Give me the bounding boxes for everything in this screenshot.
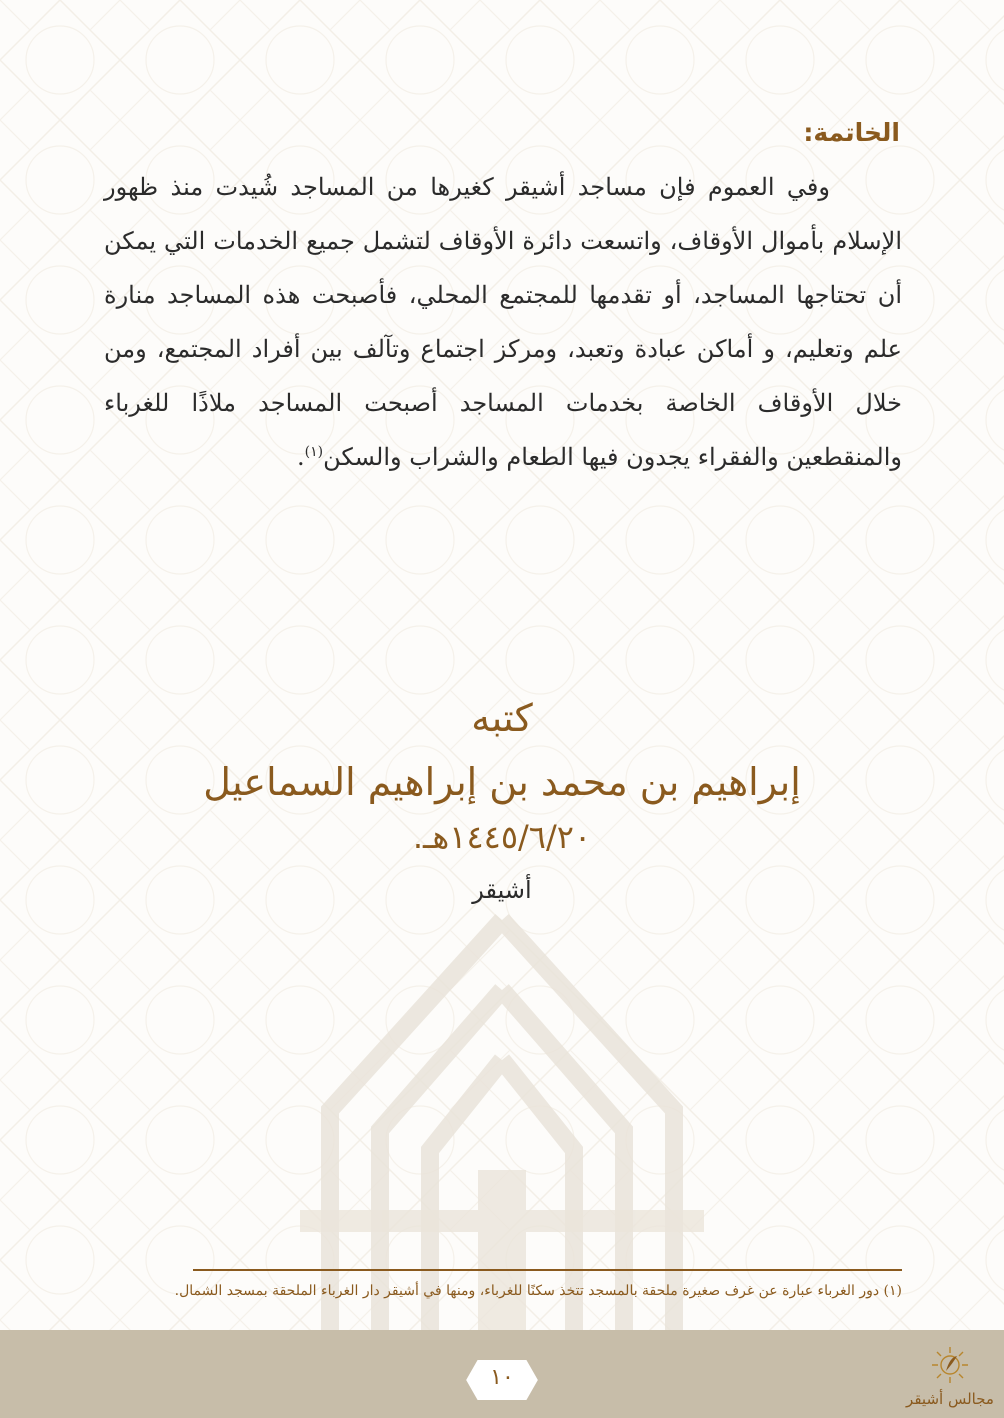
signature-place: أشيقر (472, 876, 532, 904)
signature-wrote-by: كتبه (471, 696, 533, 740)
footnote-divider (193, 1269, 902, 1271)
footnote: (١) دور الغرباء عبارة عن غرف صغيرة ملحقة بالمسجد تتخذ سكنًا للغرباء، ومنها في أشيقر دار الغرباء الملحقة بمسجد الشمال. (174, 1283, 902, 1299)
paragraph-text: وفي العموم فإن مساجد أشيقر كغيرها من المساجد شُيدت منذ ظهور الإسلام بأموال الأوقاف، واتسعت دائرة الأوقاف لتشمل جميع الخدمات التي يمكن أن تحتاجها المساجد، أو تقدمها للمجتمع المحلي، فأصبحت هذه المساجد منارة علم وتعليم، و أماكن عبادة وتعبد، ومركز اجتماع وتآلف بين أفراد المجتمع، ومن خلال الأوقاف الخاصة بخدمات المساجد أصبحت المساجد ملاذًا للغرباء والمنقطعين والفقراء يجدون فيها الطعام والشراب والسكن (104, 173, 902, 471)
author-name: إبراهيم بن محمد بن إبراهيم السماعيل (203, 760, 801, 804)
footnote-reference[interactable]: (١) (304, 444, 324, 460)
page-number: ١٠ (490, 1365, 514, 1390)
section-heading: الخاتمة: (803, 118, 900, 147)
logo-caption: مجالس أشيقر (906, 1390, 994, 1408)
signature-date: ١٤٤٥/٦/٢٠هـ. (412, 818, 592, 856)
paragraph-end: . (296, 443, 305, 471)
conclusion-paragraph (104, 160, 902, 484)
feather-sun-emblem-icon (930, 1345, 970, 1385)
